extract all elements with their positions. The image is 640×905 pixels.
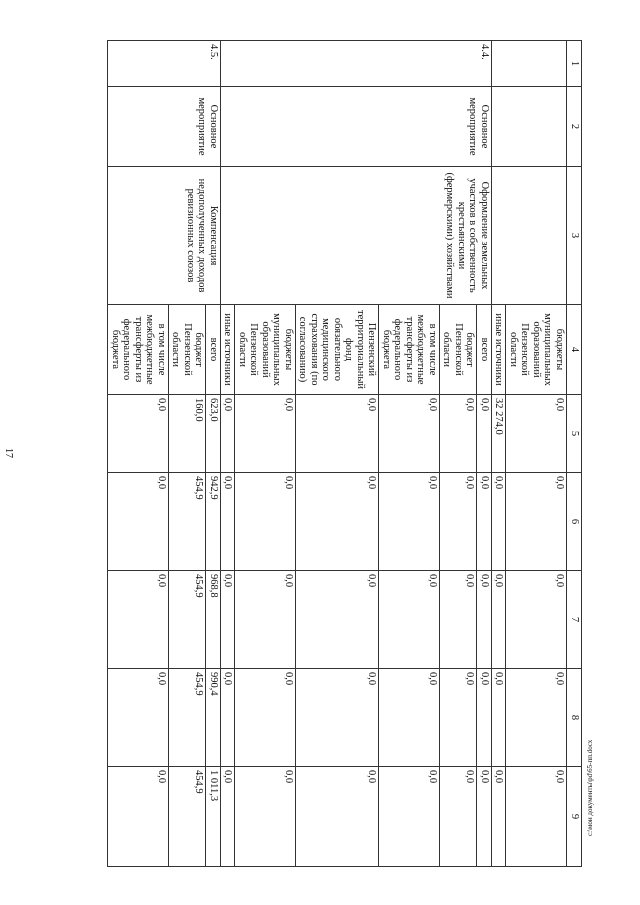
value-cell: 0,0 [296,473,380,571]
value-cell: 623,0 [206,395,221,473]
value-cell: 0,0 [379,767,440,867]
row-number: 4.5. [108,41,221,87]
header-row [567,41,582,867]
value-cell: 0,0 [221,395,236,473]
budget-table-container [72,40,582,866]
row-measure: Компенсация недополученных доходов ревизионных союзов [108,167,221,305]
value-cell: 0,0 [296,571,380,669]
value-cell: 0,0 [492,669,507,767]
value-cell: 0,0 [477,767,492,867]
value-cell: 1 011,3 [206,767,221,867]
value-cell: 0,0 [440,395,478,473]
funding-source: в том числе межбюджетные трансферты из федерального бюджета [379,305,440,395]
table-row [206,41,221,867]
page-number: 17 [3,448,14,458]
value-cell: 160,0 [169,395,207,473]
value-cell: 0,0 [235,571,296,669]
funding-source: бюджет Пензенской области [169,305,207,395]
row-type [492,87,567,167]
header-cell: 6 [567,473,582,571]
row-number [492,41,567,87]
header-cell: 1 [567,41,582,87]
value-cell: 0,0 [235,395,296,473]
funding-source: иные источники [221,305,236,395]
value-cell: 0,0 [379,571,440,669]
funding-source: Пензенский территориальный фонд обязательного медицинского страхования (по согласованию) [296,305,380,395]
value-cell: 0,0 [296,767,380,867]
value-cell: 0,0 [108,571,169,669]
header-cell: 9 [567,767,582,867]
value-cell: 0,0 [440,669,478,767]
header-cell: 2 [567,87,582,167]
header-cell: 4 [567,305,582,395]
funding-source: бюджет Пензенской области [440,305,478,395]
header-cell: 7 [567,571,582,669]
value-cell: 0,0 [108,669,169,767]
value-cell: 0,0 [108,767,169,867]
footer-file-path: c:\мои документы\pd\65-пп.docx [586,739,594,836]
value-cell: 0,0 [221,571,236,669]
value-cell: 0,0 [506,767,567,867]
funding-source: бюджеты муниципальных образований Пензенской области [235,305,296,395]
header-cell: 3 [567,167,582,305]
value-cell: 0,0 [492,473,507,571]
table-row [477,41,492,867]
value-cell: 990,4 [206,669,221,767]
value-cell: 0,0 [440,767,478,867]
value-cell: 0,0 [506,571,567,669]
value-cell: 0,0 [477,669,492,767]
value-cell: 454,9 [169,767,207,867]
value-cell: 0,0 [235,767,296,867]
value-cell: 454,9 [169,571,207,669]
value-cell: 0,0 [506,669,567,767]
value-cell: 0,0 [477,473,492,571]
header-cell: 8 [567,669,582,767]
value-cell: 0,0 [221,669,236,767]
value-cell: 32 274,0 [492,395,507,473]
value-cell: 0,0 [492,571,507,669]
value-cell: 0,0 [379,669,440,767]
value-cell: 454,9 [169,473,207,571]
row-type: Основное мероприятие [108,87,221,167]
value-cell: 0,0 [379,473,440,571]
budget-table [108,40,583,867]
value-cell: 0,0 [296,669,380,767]
funding-source: всего [206,305,221,395]
table-row [506,41,567,867]
value-cell: 0,0 [477,571,492,669]
value-cell: 0,0 [440,571,478,669]
row-measure: Оформление земельных участков в собственность крестьянскими (фермерскими) хозяйствами [221,167,492,305]
value-cell: 968,8 [206,571,221,669]
value-cell: 0,0 [108,395,169,473]
funding-source: бюджеты муниципальных образований Пензенской области [506,305,567,395]
row-type: Основное мероприятие [221,87,492,167]
value-cell: 0,0 [296,395,380,473]
value-cell: 0,0 [108,473,169,571]
row-number: 4.4. [221,41,492,87]
funding-source: всего [477,305,492,395]
header-cell: 5 [567,395,582,473]
value-cell: 0,0 [440,473,478,571]
value-cell: 0,0 [492,767,507,867]
row-measure [492,167,567,305]
value-cell: 0,0 [379,395,440,473]
value-cell: 0,0 [235,669,296,767]
value-cell: 0,0 [221,473,236,571]
value-cell: 0,0 [235,473,296,571]
value-cell: 0,0 [506,395,567,473]
value-cell: 0,0 [506,473,567,571]
value-cell: 0,0 [221,767,236,867]
funding-source: в том числе межбюджетные трансферты из федерального бюджета [108,305,169,395]
funding-source: иные источники [492,305,507,395]
value-cell: 0,0 [477,395,492,473]
value-cell: 454,9 [169,669,207,767]
value-cell: 942,9 [206,473,221,571]
